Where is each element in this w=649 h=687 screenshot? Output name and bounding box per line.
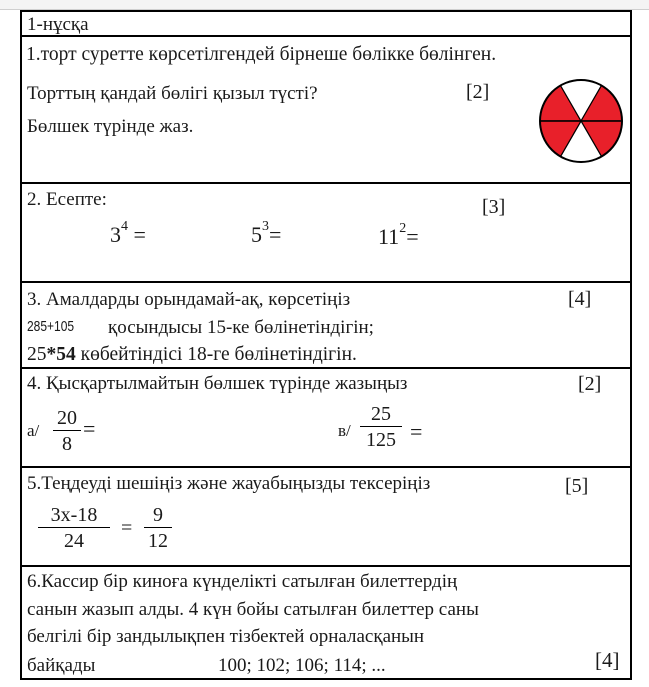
variant-title: 1-нұсқа [27, 14, 89, 35]
cake-pie-chart [538, 78, 624, 164]
q4-a-label: а/ [27, 421, 40, 440]
q4-points: [2] [578, 373, 602, 395]
q6-sequence: 100; 102; 106; 114; ... [218, 655, 386, 676]
q6-line2: санын жазып алды. 4 күн бойы сатылған билеттер саны [27, 599, 479, 620]
q3-sum-expression: 285+105 [27, 318, 75, 335]
q1-line2: Торттың қандай бөлігі қызыл түсті? [27, 83, 318, 104]
fraction-25-125: $\frac{25}{125}$ [360, 404, 402, 450]
fraction-3x-18-over-24: $\frac{3x-18}{24}$ [38, 505, 110, 551]
q6-line4: байқады [27, 655, 96, 676]
divider [20, 466, 632, 468]
power-5-3: $5^3=$ [251, 219, 282, 247]
q3-title: 3. Амалдарды орындамай-ақ, көрсетіңіз [27, 289, 351, 310]
divider [20, 367, 632, 369]
q2-points: [3] [482, 196, 506, 218]
q6-line3: белгілі бір зандылықпен тізбектей орналасқанын [27, 626, 425, 647]
q2-title: 2. Есепте: [27, 189, 107, 210]
top-strip [0, 0, 649, 10]
q4-b-label: в/ [338, 421, 351, 440]
q5-points: [5] [565, 475, 589, 497]
power-11-2: $11^2=$ [378, 221, 419, 249]
q4-title: 4. Қысқартылмайтын бөлшек түрінде жазыңыз [27, 373, 408, 394]
q5-title: 5.Теңдеуді шешіңіз және жауабыңызды тексеріңіз [27, 473, 431, 494]
q5-equals: = [121, 517, 133, 539]
fraction-20-8: $\frac{20}{8}$ [53, 408, 81, 454]
q4-a-equals: = [83, 416, 96, 441]
q3-line2: қосындысы 15-ке бөлінетіндігін; [108, 317, 374, 338]
q1-line1: 1.торт суретте көрсетілгендей бірнеше бөлікке бөлінген. [26, 44, 497, 65]
divider [20, 35, 632, 37]
divider [20, 281, 632, 283]
divider [20, 565, 632, 567]
fraction-9-12: $\frac{9}{12}$ [144, 505, 172, 551]
q6-line1: 6.Кассир бір киноға күнделікті сатылған билеттердің [27, 571, 458, 592]
q3-points: [4] [568, 288, 592, 310]
q1-line3: Бөлшек түрінде жаз. [27, 116, 194, 137]
q3-line3: 25*54 көбейтіндісі 18-ге бөлінетіндігін. [27, 344, 357, 365]
q6-points: [4] [595, 648, 620, 672]
q1-points: [2] [466, 81, 490, 103]
power-3-4: $3^4$ = [110, 219, 146, 247]
divider [20, 182, 632, 184]
q4-b-equals: = [410, 419, 423, 444]
